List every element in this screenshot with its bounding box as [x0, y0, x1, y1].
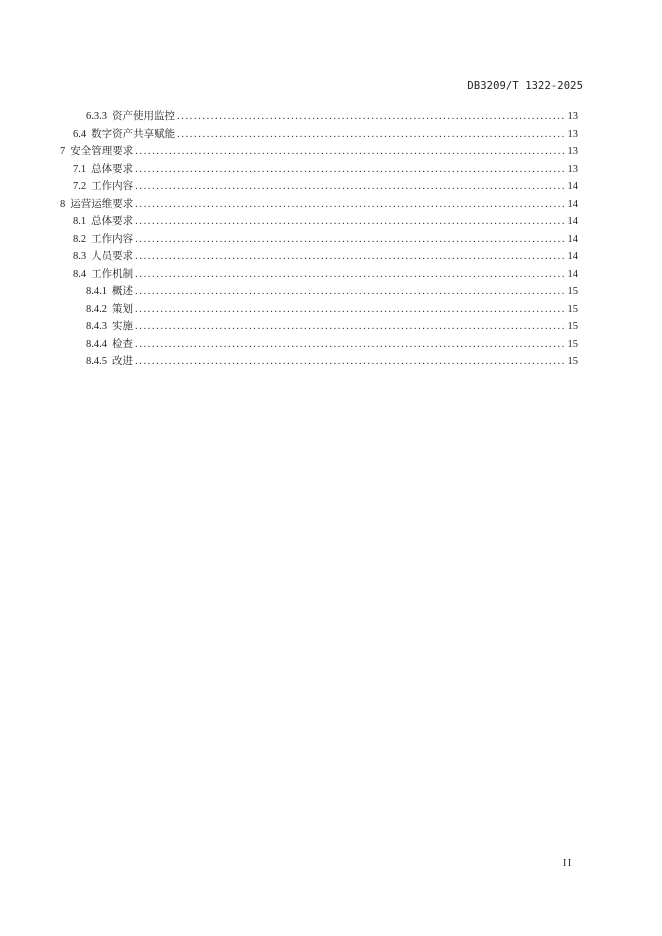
toc-entry[interactable]: [60, 353, 578, 371]
toc-entry-number: 7.1: [73, 163, 87, 175]
toc-entry-title: 数字资产共享赋能: [91, 127, 176, 140]
toc-entry-title: 工作内容: [91, 180, 134, 192]
toc-entry[interactable]: [60, 143, 578, 161]
toc-entry-number: 8: [60, 198, 66, 210]
page-number-footer: II: [563, 858, 573, 869]
toc-dot-leader: [177, 126, 564, 144]
toc-entry-title: 工作机制: [91, 267, 134, 280]
toc-entry-page: 14: [567, 268, 578, 280]
toc-entry-title: 实施: [112, 320, 133, 332]
toc-dot-leader: [135, 248, 564, 266]
toc-entry-number: 8.4.2: [86, 303, 107, 315]
toc-entry-number: 8.4.1: [86, 286, 107, 297]
toc-entry-page: 14: [567, 181, 578, 192]
toc-entry-number: 7: [60, 146, 66, 157]
toc-dot-leader: [135, 336, 564, 354]
toc-entry-page: 15: [567, 338, 578, 350]
toc-dot-leader: [135, 353, 564, 371]
toc-entry-number: 8.3: [73, 251, 87, 262]
toc-entry-page: 14: [567, 216, 578, 227]
toc-dot-leader: [135, 318, 564, 336]
toc-entry-number: 8.4.5: [86, 356, 107, 367]
toc-entry[interactable]: [60, 108, 578, 126]
toc-dot-leader: [135, 161, 564, 179]
toc-entry-title: 总体要求: [91, 215, 134, 227]
toc-dot-leader: [135, 301, 564, 319]
toc-entry-page: 13: [567, 146, 578, 157]
toc-entry-number: 8.2: [73, 233, 87, 245]
toc-entry-title: 策划: [112, 302, 133, 315]
toc-entry[interactable]: [60, 248, 578, 266]
toc-entry-number: 8.4: [73, 268, 87, 280]
toc-dot-leader: [135, 231, 564, 249]
toc-dot-leader: [135, 283, 564, 301]
toc-entry-page: 13: [567, 111, 578, 122]
toc-dot-leader: [135, 213, 564, 231]
toc-entry-title: 改进: [112, 355, 133, 367]
toc-entry-title: 资产使用监控: [112, 110, 175, 122]
toc-entry[interactable]: [60, 161, 578, 179]
toc-entry-title: 总体要求: [91, 162, 134, 175]
toc-entry-title: 安全管理要求: [70, 145, 134, 157]
toc-entry-number: 8.4.4: [86, 338, 107, 350]
toc-dot-leader: [135, 266, 564, 284]
toc-entry-page: 13: [567, 163, 578, 175]
toc-entry-page: 13: [567, 128, 578, 140]
toc-entry-title: 工作内容: [91, 232, 134, 245]
toc-entry[interactable]: [60, 266, 578, 284]
toc-entry-title: 运营运维要求: [70, 197, 134, 210]
toc-entry[interactable]: [60, 178, 578, 196]
toc-entry-page: 14: [567, 233, 578, 245]
toc-entry-page: 14: [567, 251, 578, 262]
toc-entry-number: 8.1: [73, 216, 87, 227]
toc-entry-page: 15: [567, 303, 578, 315]
toc-entry-number: 6.4: [73, 128, 87, 140]
toc-entry[interactable]: [60, 283, 578, 301]
toc-entry-number: 6.3.3: [86, 111, 107, 122]
toc-entry[interactable]: [60, 126, 578, 144]
table-of-contents: [60, 108, 578, 371]
toc-dot-leader: [135, 196, 564, 214]
toc-entry-number: 7.2: [73, 181, 87, 192]
toc-dot-leader: [177, 108, 564, 126]
toc-entry[interactable]: [60, 301, 578, 319]
toc-entry[interactable]: [60, 213, 578, 231]
toc-entry[interactable]: [60, 231, 578, 249]
toc-entry-number: 8.4.3: [86, 321, 107, 332]
toc-entry-page: 15: [567, 321, 578, 332]
toc-entry[interactable]: [60, 196, 578, 214]
document-code-header: DB3209/T 1322-2025: [467, 80, 583, 92]
toc-entry[interactable]: [60, 318, 578, 336]
toc-entry-page: 14: [567, 198, 578, 210]
toc-entry[interactable]: [60, 336, 578, 354]
toc-entry-title: 检查: [112, 337, 133, 350]
toc-dot-leader: [135, 178, 564, 196]
toc-entry-page: 15: [567, 286, 578, 297]
toc-entry-title: 概述: [112, 285, 133, 297]
toc-entry-title: 人员要求: [91, 250, 134, 262]
toc-entry-page: 15: [567, 356, 578, 367]
toc-dot-leader: [135, 143, 564, 161]
